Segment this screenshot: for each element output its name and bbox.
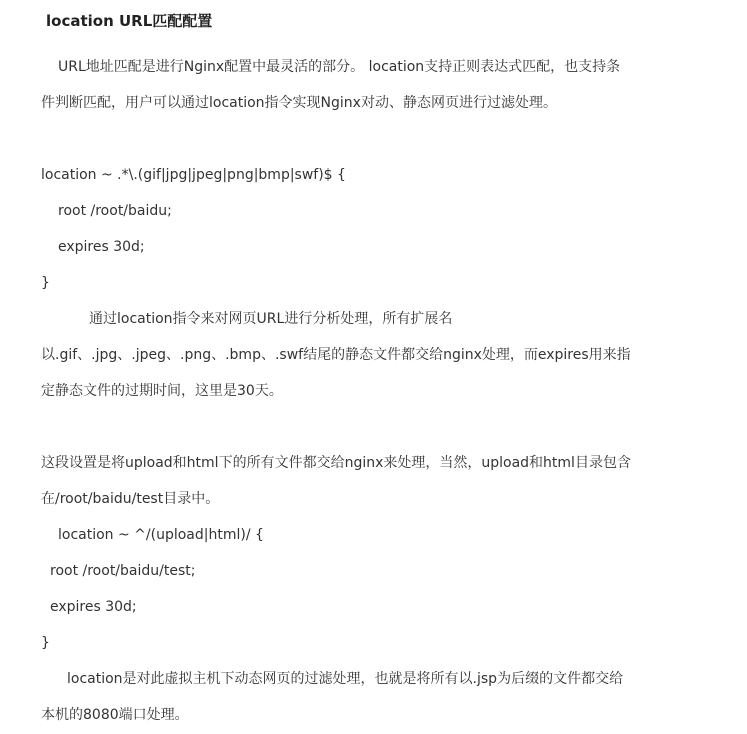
code-line: } bbox=[41, 275, 50, 291]
code-line: location ~ ^/(upload|html)/ { bbox=[58, 527, 264, 543]
paragraph-line: 定静态文件的过期时间，这里是30天。 bbox=[41, 383, 283, 399]
paragraph-line: 通过location指令来对网页URL进行分析处理，所有扩展名 bbox=[89, 311, 453, 327]
paragraph-line: URL地址匹配是进行Nginx配置中最灵活的部分。 location支持正则表达式匹配，也支持条 bbox=[58, 59, 621, 75]
paragraph-line: 以.gif、.jpg、.jpeg、.png、.bmp、.swf结尾的静态文件都交给nginx处理，而expires用来指 bbox=[41, 347, 631, 363]
paragraph-line: location是对此虚拟主机下动态网页的过滤处理，也就是将所有以.jsp为后缀的文件都交给 bbox=[67, 671, 624, 687]
code-line: expires 30d; bbox=[58, 239, 145, 255]
code-line: expires 30d; bbox=[50, 599, 137, 615]
paragraph-line: 件判断匹配，用户可以通过location指令实现Nginx对动、静态网页进行过滤处理。 bbox=[41, 95, 557, 111]
paragraph-line: 这段设置是将upload和html下的所有文件都交给nginx来处理，当然，upload和html目录包含 bbox=[41, 455, 631, 471]
code-line: root /root/baidu; bbox=[58, 203, 172, 219]
paragraph-line: 本机的8080端口处理。 bbox=[41, 707, 189, 723]
code-line: root /root/baidu/test; bbox=[50, 563, 196, 579]
code-line: location ~ .*\.(gif|jpg|jpeg|png|bmp|swf)$ { bbox=[41, 167, 346, 183]
article-title: location URL匹配配置 bbox=[46, 12, 213, 30]
code-line: } bbox=[41, 635, 50, 651]
paragraph-line: 在/root/baidu/test目录中。 bbox=[41, 491, 220, 507]
